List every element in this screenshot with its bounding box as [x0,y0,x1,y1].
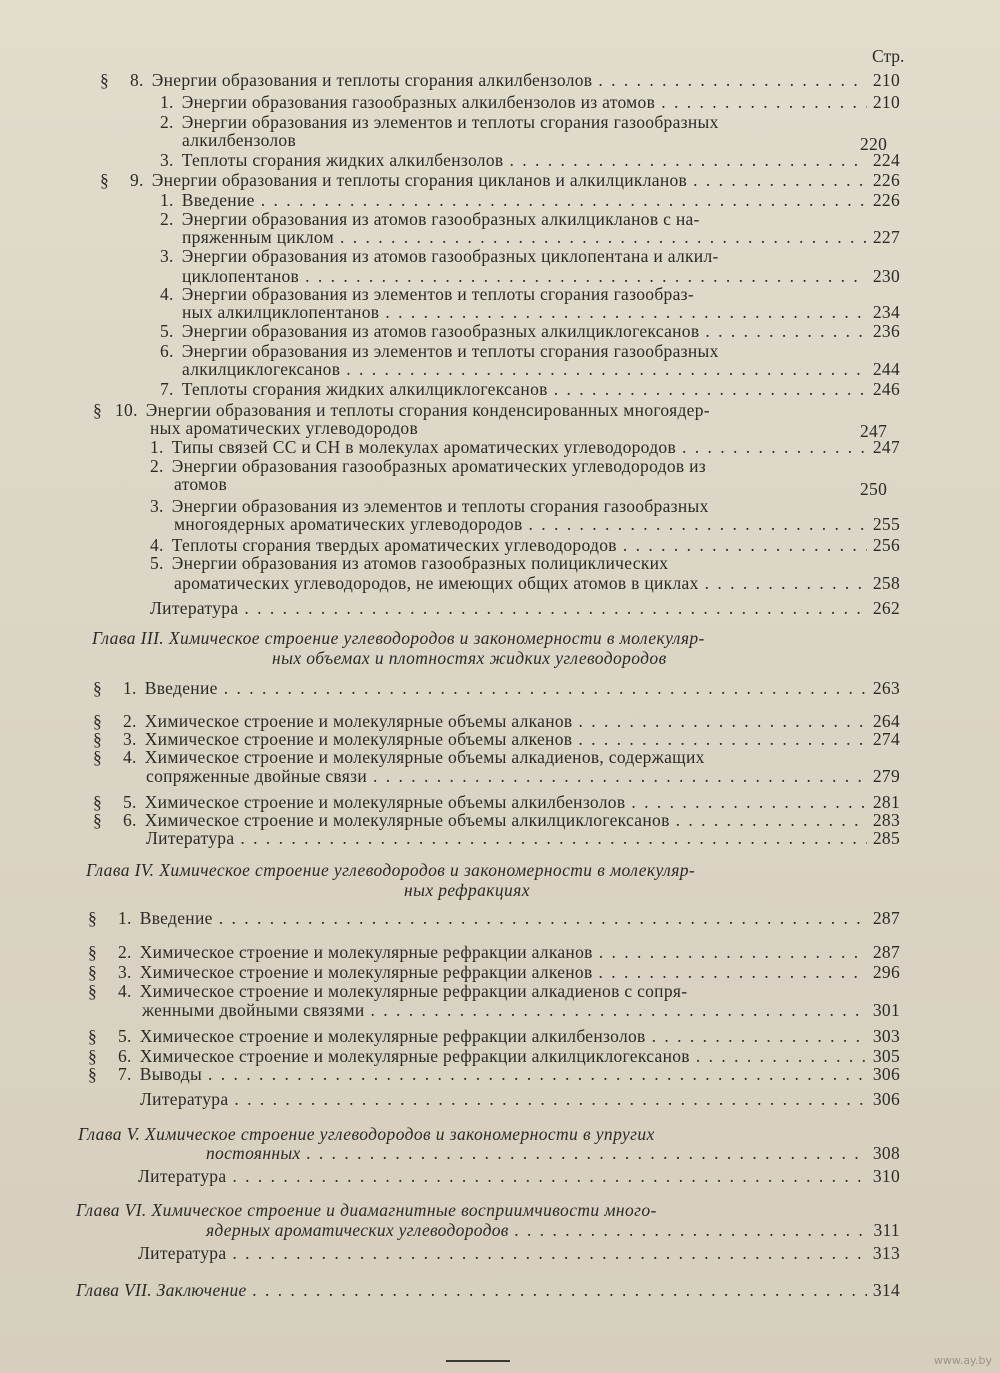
leader-dots [234,1089,866,1109]
section-sign: § [93,747,102,767]
chapter-heading: Глава VI. Химическое строение и диамагнитные восприимчивости много- [76,1200,657,1220]
entry-page: 246 [872,379,900,399]
toc-entry-cont [150,418,900,438]
entry-title: Литература [146,828,235,848]
toc-entry [160,284,900,304]
entry-page-text: 250 [860,479,888,499]
leader-dots [693,170,867,190]
toc-entry [150,456,900,476]
entry-page: 227 [872,227,900,247]
entry-number: 6. [118,1046,132,1066]
entry-page: 305 [872,1046,900,1066]
entry-title-cont: циклопентанов [182,266,300,286]
entry-number: 5. [160,321,174,341]
leader-dots [705,321,866,341]
leader-dots [579,711,867,731]
entry-number: 2. [160,112,174,132]
entry-title: Теплоты сгорания жидких алкилциклогексанов [181,379,548,399]
entry-number: 5. [118,1026,132,1046]
entry-title-cont: женными двойными связями [142,1000,365,1020]
entry-number: 5. [123,792,137,812]
chapter-heading-cont [206,1143,900,1163]
chapter-heading: Глава V. Химическое строение углеводородов и закономерности в упругих [78,1124,655,1144]
entry-page: 308 [872,1143,900,1163]
entry-title-cont: ных алкилциклопентанов [182,302,380,322]
entry-number: 2. [123,711,137,731]
entry-title: Химическое строение и молекулярные рефракции алкадиенов с сопря- [139,981,688,1001]
entry-title-cont: сопряженные двойные связи [146,766,367,786]
toc-entry [88,962,900,982]
entry-page: 301 [872,1000,900,1020]
entry-title: Химическое строение и молекулярные рефракции алканов [139,942,593,962]
entry-title: Литература [138,1243,227,1263]
toc-entry-cont [174,573,900,593]
leader-dots [244,598,866,618]
leader-dots [578,729,867,749]
entry-number: 1. [118,908,132,928]
toc-entry [150,535,900,555]
toc-entry-cont [174,474,900,494]
toc-entry [88,1026,900,1046]
toc-entry-cont [146,766,900,786]
chapter-heading-cont-text: ядерных ароматических углеводородов [206,1220,509,1240]
chapter-heading: Глава IV. Химическое строение углеводородов и закономерности в молекуляр- [86,860,696,880]
entry-number: 2. [160,209,174,229]
entry-number: 3. [160,246,174,266]
page-column-label: Стр. [872,46,905,66]
entry-title: Энергии образования из элементов и теплоты сгорания газообразных [171,496,709,516]
entry-page: 226 [872,170,900,190]
entry-number: 1. [123,678,137,698]
toc-entry-cont [182,130,900,150]
entry-page: 306 [872,1064,900,1084]
section-sign: § [88,908,97,928]
leader-dots [219,908,867,928]
entry-page: 210 [872,70,900,90]
entry-title: Энергии образования из элементов и теплоты сгорания газообраз- [181,284,694,304]
entry-title: Типы связей СС и СН в молекулах ароматических углеводородов [171,437,677,457]
toc-entry-cont [182,266,900,286]
leader-dots [232,1166,866,1186]
section-sign: § [88,1046,97,1066]
entry-page: 236 [872,321,900,341]
entry-title: Литература [140,1089,229,1109]
leader-dots [652,1026,867,1046]
entry-number: 7. [160,379,174,399]
entry-title: Химическое строение и молекулярные объемы алкенов [144,729,573,749]
section-sign: § [93,678,102,698]
entry-number: 5. [150,553,164,573]
leader-dots [623,535,867,555]
leader-dots [705,573,867,593]
entry-number: 1. [160,92,174,112]
section-sign: § [88,981,97,1001]
section-sign: § [93,810,102,830]
toc-entry [100,170,900,190]
section-sign: § [93,729,102,749]
entry-page: 279 [872,766,900,786]
entry-page-text: 247 [860,421,888,441]
entry-page: 255 [872,514,900,534]
leader-dots [598,70,866,90]
chapter-heading-text: Глава VII. Заключение [76,1280,247,1300]
toc-entry [93,678,900,698]
toc-entry [88,1064,900,1084]
toc-entry [160,246,900,266]
section-sign: § [93,792,102,812]
toc-entry [160,321,900,341]
toc-entry [93,711,900,731]
entry-title-cont: ароматических углеводородов, не имеющих общих атомов в циклах [174,573,699,593]
toc-entry [160,209,900,229]
entry-page: 263 [872,678,900,698]
section-sign: § [88,1064,97,1084]
entry-number: 3. [123,729,137,749]
entry-title: Энергии образования из атомов газообразных алкилцикланов с на- [181,209,700,229]
entry-page: 262 [872,598,900,618]
leader-dots [599,962,867,982]
entry-number: 2. [118,942,132,962]
toc-entry [160,379,900,399]
leader-dots [346,359,867,379]
entry-number: 2. [150,456,164,476]
entry-title-cont: атомов [174,474,228,494]
toc-entry [138,1166,900,1186]
chapter-heading: Глава III. Химическое строение углеводородов и закономерности в молекуляр- [92,628,705,648]
section-sign: § [100,170,109,190]
entry-page: 274 [872,729,900,749]
chapter-heading-cont-text: постоянных [206,1143,301,1163]
leader-dots [370,1000,866,1020]
entry-title: Теплоты сгорания твердых ароматических углеводородов [171,535,617,555]
entry-title-cont: пряженным циклом [182,227,334,247]
entry-title: Химическое строение и молекулярные объемы алканов [144,711,573,731]
entry-title: Химическое строение и молекулярные объемы алкилбензолов [144,792,626,812]
entry-title: Энергии образования из атомов газообразных полициклических [171,553,669,573]
entry-number: 1. [150,437,164,457]
entry-page: 287 [872,942,900,962]
entry-page: 256 [872,535,900,555]
entry-title: Введение [139,908,213,928]
toc-entry [160,341,900,361]
leader-dots [373,766,867,786]
entry-page: 283 [872,810,900,830]
entry-page: 234 [872,302,900,322]
leader-dots [696,1046,867,1066]
leader-dots [631,792,866,812]
entry-title: Выводы [139,1064,203,1084]
entry-page: 306 [872,1089,900,1109]
toc-entry-cont [182,302,900,322]
toc-entry [88,908,900,928]
leader-dots [208,1064,867,1084]
entry-number: 4. [160,284,174,304]
toc-entry [88,1046,900,1066]
leader-dots [515,1220,868,1240]
toc-entry [150,598,900,618]
entry-title-cont: многоядерных ароматических углеводородов [174,514,523,534]
leader-dots [509,150,866,170]
entry-page: 244 [872,359,900,379]
toc-entry [140,1089,900,1109]
leader-dots [232,1243,866,1263]
toc-entry [138,1243,900,1263]
chapter-heading-cont: ных объемах и плотностях жидких углеводородов [272,648,667,668]
leader-dots [676,810,867,830]
toc-entry [100,70,900,90]
entry-page: 303 [872,1026,900,1046]
entry-title-cont: алкилбензолов [182,130,297,150]
entry-page: 310 [872,1166,900,1186]
entry-title: Химическое строение и молекулярные рефракции алкилбензолов [139,1026,646,1046]
bottom-rule [446,1360,510,1362]
entry-number: 10. [115,400,138,420]
entry-title: Энергии образования и теплоты сгорания алкилбензолов [151,70,593,90]
section-sign: § [88,942,97,962]
entry-number: 8. [130,70,144,90]
toc-entry [146,828,900,848]
entry-number: 7. [118,1064,132,1084]
entry-page-text: 220 [860,134,888,154]
toc-entry-cont [174,514,900,534]
entry-page: 287 [872,908,900,928]
entry-number: 3. [160,150,174,170]
leader-dots [261,190,867,210]
chapter-heading-cont [206,1220,900,1240]
entry-page: 311 [873,1220,900,1240]
entry-title: Химическое строение и молекулярные объемы алкадиенов, содержащих [144,747,705,767]
entry-title: Энергии образования из атомов газообразных циклопентана и алкил- [181,246,719,266]
leader-dots [682,437,867,457]
entry-title: Химическое строение и молекулярные рефракции алкилциклогексанов [139,1046,690,1066]
entry-number: 4. [123,747,137,767]
entry-page: 285 [872,828,900,848]
entry-title: Энергии образования из элементов и теплоты сгорания газообразных [181,341,719,361]
entry-page: 296 [872,962,900,982]
entry-title: Энергии образования из атомов газообразных алкилциклогексанов [181,321,700,341]
entry-number: 9. [130,170,144,190]
section-sign: § [100,70,109,90]
leader-dots [385,302,867,322]
leader-dots [240,828,866,848]
entry-title: Энергии образования газообразных ароматических углеводородов из [171,456,707,476]
section-sign: § [93,400,102,420]
toc-entry-cont [142,1000,900,1020]
section-sign: § [88,962,97,982]
toc-entry [93,792,900,812]
entry-title-cont: алкилциклогексанов [182,359,341,379]
leader-dots [305,266,867,286]
entry-title: Химическое строение и молекулярные рефракции алкенов [139,962,593,982]
entry-title: Литература [150,598,239,618]
chapter-heading [76,1280,900,1300]
entry-page: 313 [872,1243,900,1263]
entry-number: 3. [118,962,132,982]
entry-title-cont: ных ароматических углеводородов [150,418,419,438]
entry-number: 4. [150,535,164,555]
leader-dots [599,942,867,962]
toc-entry-cont [182,227,900,247]
toc-entry [160,190,900,210]
leader-dots [554,379,867,399]
entry-page: 314 [872,1280,900,1300]
entry-title: Энергии образования газообразных алкилбензолов из атомов [181,92,656,112]
entry-title: Теплоты сгорания жидких алкилбензолов [181,150,504,170]
leader-dots [253,1280,867,1300]
toc-entry-cont [182,359,900,379]
leader-dots [529,514,867,534]
entry-page: 281 [872,792,900,812]
entry-page: 226 [872,190,900,210]
toc-entry [93,810,900,830]
leader-dots [661,92,867,112]
entry-page: 258 [872,573,900,593]
toc-entry [160,112,900,132]
entry-title: Энергии образования и теплоты сгорания цикланов и алкилцикланов [151,170,688,190]
toc-entry [160,92,900,112]
entry-page: 210 [872,92,900,112]
entry-page: 264 [872,711,900,731]
entry-title: Энергии образования и теплоты сгорания конденсированных многоядер- [145,400,710,420]
toc-entry [88,942,900,962]
leader-dots [340,227,867,247]
section-sign: § [93,711,102,731]
entry-title: Введение [144,678,218,698]
entry-title: Химическое строение и молекулярные объемы алкилциклогексанов [144,810,670,830]
entry-page: 224 [872,150,900,170]
entry-title: Введение [181,190,255,210]
watermark: www.ay.by [933,1354,992,1367]
entry-number: 1. [160,190,174,210]
toc-entry [160,150,900,170]
entry-number: 3. [150,496,164,516]
entry-page: 230 [872,266,900,286]
section-sign: § [88,1026,97,1046]
toc-entry [93,747,900,767]
entry-page: 247 [872,437,900,457]
entry-number: 4. [118,981,132,1001]
toc-entry [88,981,900,1001]
entry-number: 6. [160,341,174,361]
toc-entry [93,400,900,420]
toc-entry [150,496,900,516]
entry-title: Литература [138,1166,227,1186]
chapter-heading-cont: ных рефракциях [404,880,530,900]
leader-dots [307,1143,867,1163]
toc-entry [93,729,900,749]
toc-entry [150,553,900,573]
entry-number: 6. [123,810,137,830]
entry-title: Энергии образования из элементов и теплоты сгорания газообразных [181,112,719,132]
toc-entry [150,437,900,457]
leader-dots [224,678,867,698]
